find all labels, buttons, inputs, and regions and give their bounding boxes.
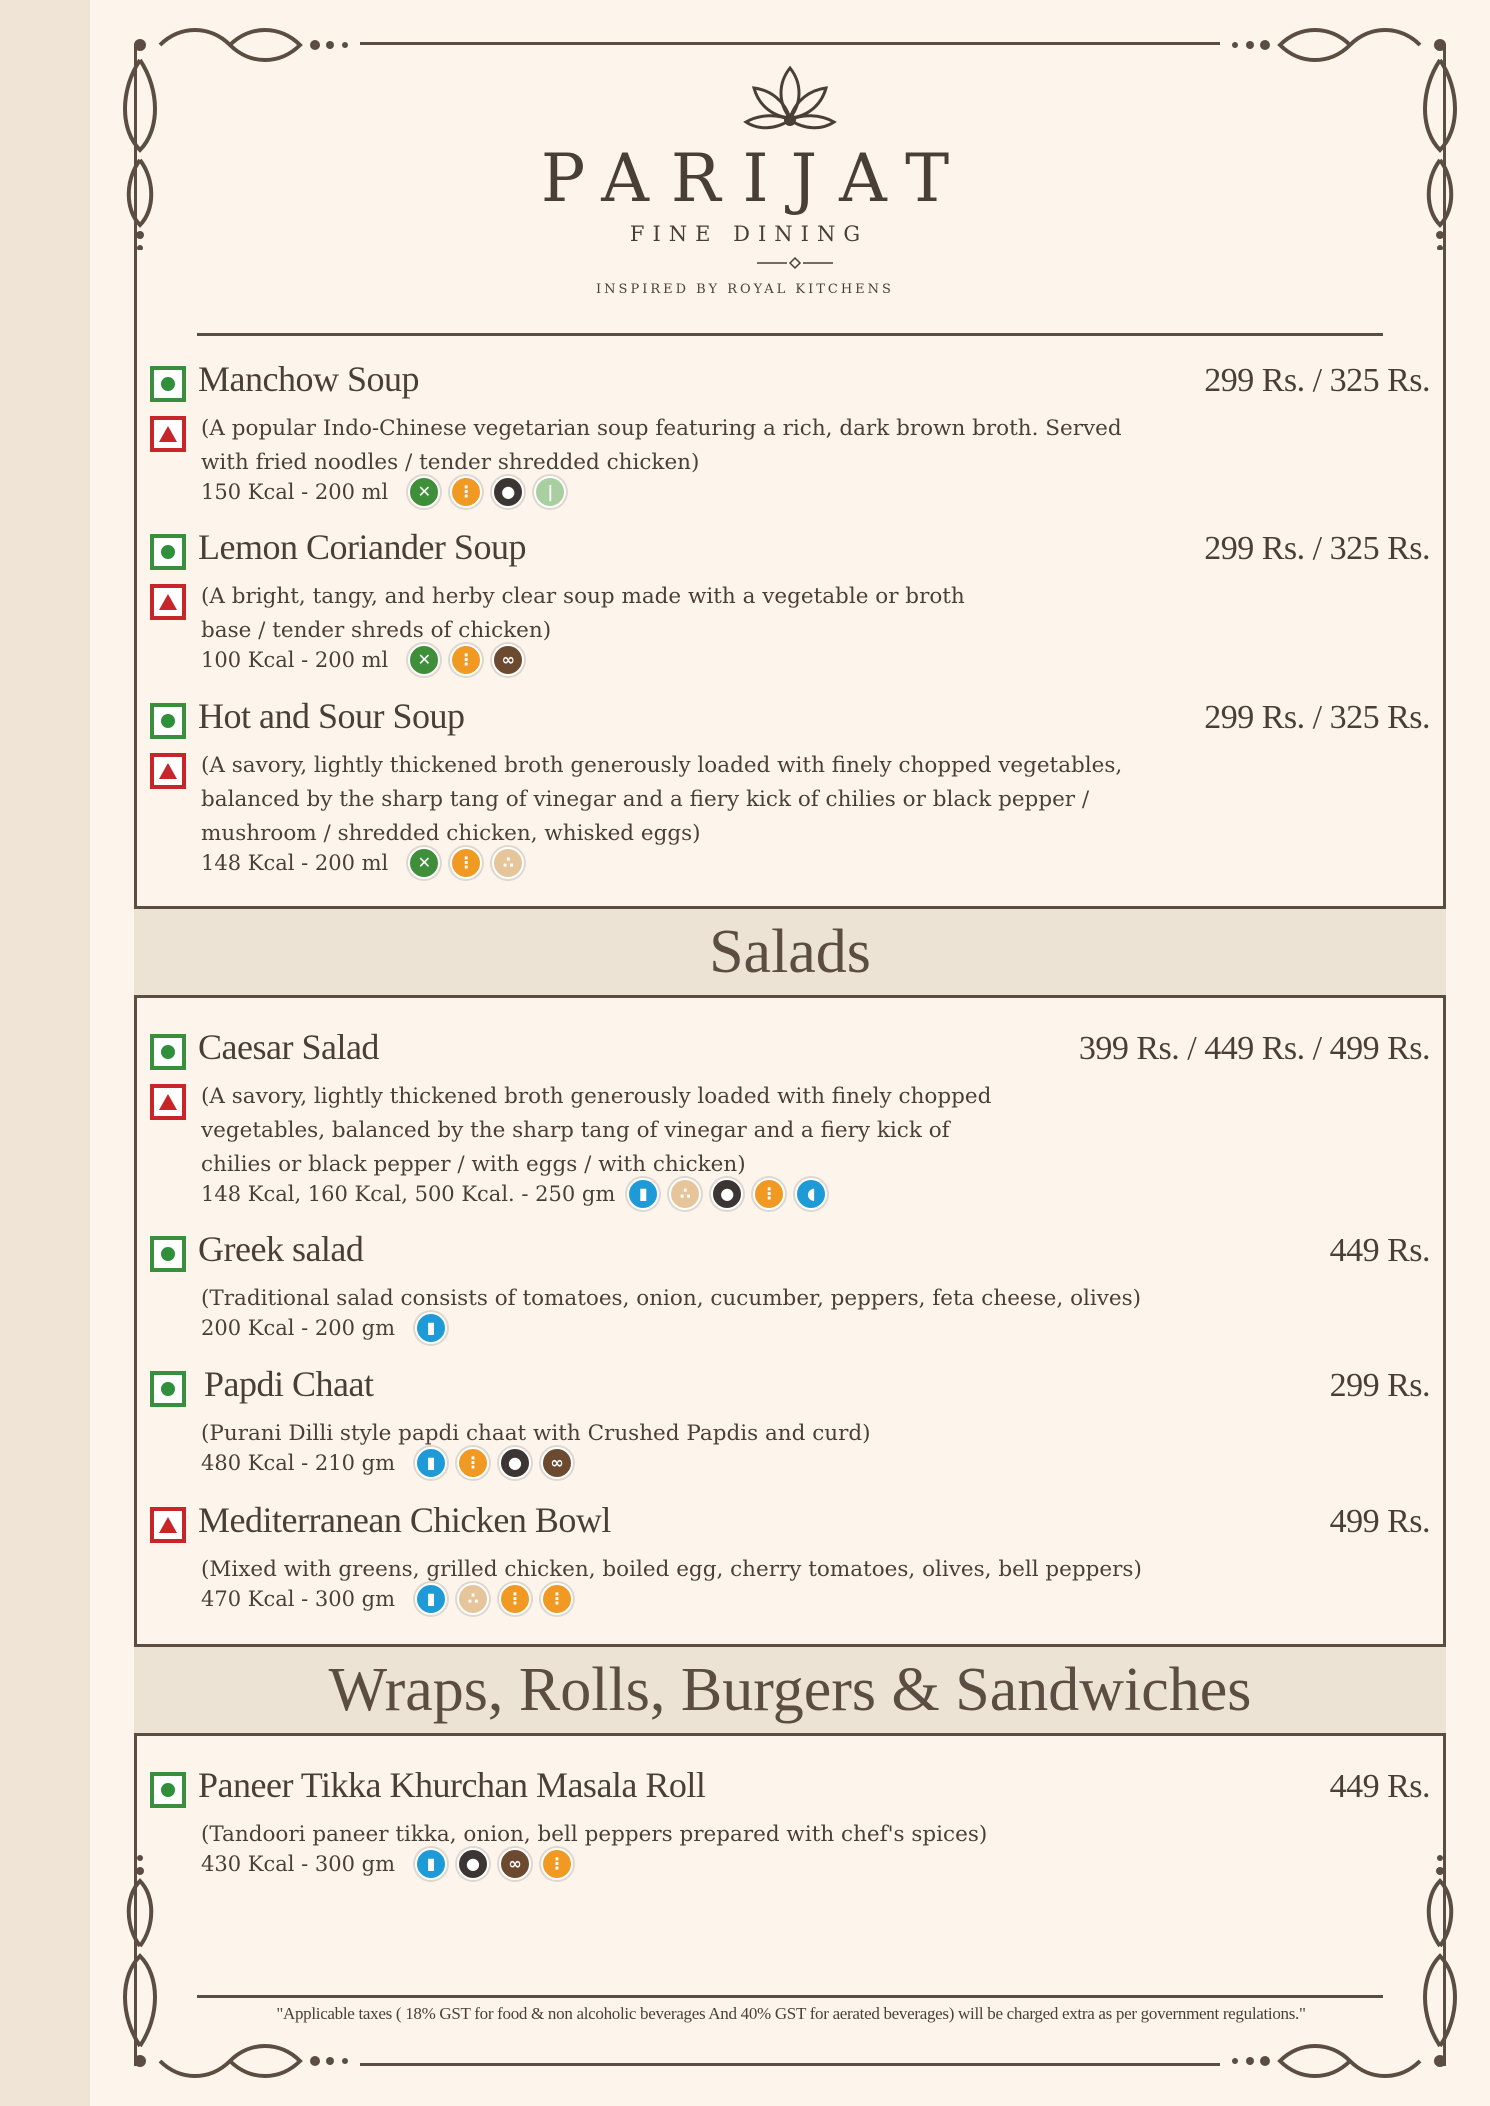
wheat-icon: ⋮ [450,644,482,676]
item-name: Caesar Salad [198,1027,379,1067]
item-meta [201,476,576,508]
veg-icon [150,366,186,402]
item-meta [201,1447,583,1479]
item-description: (A savory, lightly thickened broth generously loaded with finely chopped vegetables, balanced by the sharp tang of vinegar and a fiery kick of chilies or black pepper / mushroom / shredded chicken, whisked eggs) [201,753,1123,846]
item-price: 449 Rs. [1329,1232,1430,1269]
brand-tagline: INSPIRED BY ROYAL KITCHENS [596,282,894,297]
veg-icon [150,534,186,570]
wheat-icon: ⋮ [457,1447,489,1479]
item-name: Lemon Coriander Soup [198,527,526,567]
item-price: 399 Rs. / 449 Rs. / 499 Rs. [1078,1030,1430,1067]
dairy-icon: ▮ [627,1178,659,1210]
item-meta [201,644,534,676]
item-description: (Purani Dilli style papdi chaat with Crushed Papdis and curd) [201,1421,871,1446]
dairy-icon: ▮ [415,1583,447,1615]
item-meta [201,1178,837,1210]
celery-icon: | [534,476,566,508]
wheat-icon: ⋮ [753,1178,785,1210]
item-name: Greek salad [198,1229,364,1269]
wheat-icon: ⋮ [541,1848,573,1880]
item-name: Hot and Sour Soup [198,696,465,736]
veg-icon [150,1772,186,1808]
mushroom-icon: ● [711,1178,743,1210]
non-veg-icon [150,753,186,789]
section-header-wraps [134,1644,1446,1736]
item-kcal: 100 Kcal - 200 ml [201,648,389,672]
item-description: (A popular Indo-Chinese vegetarian soup featuring a rich, dark brown broth. Served with fried noodles / tender shredded chicken) [201,416,1122,475]
item-meta [201,1848,583,1880]
header-divider [197,333,1383,336]
gluten-free-icon: ✕ [408,847,440,879]
peanut-icon: ∞ [492,644,524,676]
bottom-border-line [360,2063,1220,2066]
item-price: 299 Rs. [1329,1367,1430,1404]
item-kcal: 148 Kcal - 200 ml [201,851,389,875]
item-price: 299 Rs. / 325 Rs. [1204,530,1430,567]
gluten-free-icon: ✕ [408,476,440,508]
item-kcal: 200 Kcal - 200 gm [201,1316,396,1340]
brand-subtitle: FINE DINING [629,222,869,246]
item-meta [201,1312,457,1344]
veg-icon [150,703,186,739]
wheat-icon: ⋮ [541,1583,573,1615]
veg-icon [150,1034,186,1070]
item-price: 449 Rs. [1329,1768,1430,1805]
peanut-icon: ∞ [541,1447,573,1479]
item-description: (Mixed with greens, grilled chicken, boiled egg, cherry tomatoes, olives, bell peppers) [201,1557,1142,1582]
item-name: Manchow Soup [198,359,419,399]
egg-icon: ◖ [795,1178,827,1210]
item-name: Mediterranean Chicken Bowl [198,1500,611,1540]
item-price: 299 Rs. / 325 Rs. [1204,699,1430,736]
dairy-icon: ▮ [415,1312,447,1344]
top-border-line [360,42,1220,45]
tax-disclaimer: "Applicable taxes ( 18% GST for food & non alcoholic beverages And 40% GST for aerated beverages) will be charged extra as per government regulations." [276,2004,1306,2023]
mushroom-icon: ● [499,1447,531,1479]
item-description: (Tandoori paneer tikka, onion, bell peppers prepared with chef's spices) [201,1822,988,1847]
mushroom-icon: ● [492,476,524,508]
dairy-icon: ▮ [415,1848,447,1880]
soy-icon: ∴ [492,847,524,879]
item-name: Paneer Tikka Khurchan Masala Roll [198,1765,706,1805]
left-strip [0,0,90,2106]
item-meta [201,847,534,879]
item-kcal: 480 Kcal - 210 gm [201,1451,396,1475]
item-price: 499 Rs. [1329,1503,1430,1540]
lotus-logo-icon [740,58,840,148]
dairy-icon: ▮ [415,1447,447,1479]
non-veg-icon [150,584,186,620]
wheat-icon: ⋮ [450,476,482,508]
item-description: (A bright, tangy, and herby clear soup made with a vegetable or broth base / tender shreds of chicken) [201,584,965,643]
item-kcal: 430 Kcal - 300 gm [201,1852,396,1876]
mushroom-icon: ● [457,1848,489,1880]
wheat-icon: ⋮ [499,1583,531,1615]
section-title: Salads [709,918,871,986]
item-meta [201,1583,583,1615]
veg-icon [150,1236,186,1272]
non-veg-icon [150,1507,186,1543]
soy-icon: ∴ [457,1583,489,1615]
corner-ornament-bottom-right [1220,1846,1460,2086]
divider-diamond-icon [755,256,835,270]
section-header-salads [134,906,1446,998]
brand-name: PARIJAT [540,140,972,217]
soy-icon: ∴ [669,1178,701,1210]
item-kcal: 470 Kcal - 300 gm [201,1587,396,1611]
gluten-free-icon: ✕ [408,644,440,676]
item-kcal: 148 Kcal, 160 Kcal, 500 Kcal. - 250 gm [201,1182,616,1206]
footer-divider [197,1995,1383,1998]
section-title: Wraps, Rolls, Burgers & Sandwiches [328,1656,1252,1724]
item-description: (Traditional salad consists of tomatoes, onion, cucumber, peppers, feta cheese, olives) [201,1286,1142,1311]
item-description: (A savory, lightly thickened broth generously loaded with finely chopped vegetables, balanced by the sharp tang of vinegar and a fiery kick of chilies or black pepper / with eggs / with chicken) [201,1084,992,1177]
wheat-icon: ⋮ [450,847,482,879]
item-name: Papdi Chaat [204,1364,374,1404]
veg-icon [150,1371,186,1407]
peanut-icon: ∞ [499,1848,531,1880]
corner-ornament-bottom-left [120,1846,360,2086]
item-kcal: 150 Kcal - 200 ml [201,480,389,504]
non-veg-icon [150,416,186,452]
non-veg-icon [150,1084,186,1120]
item-price: 299 Rs. / 325 Rs. [1204,362,1430,399]
